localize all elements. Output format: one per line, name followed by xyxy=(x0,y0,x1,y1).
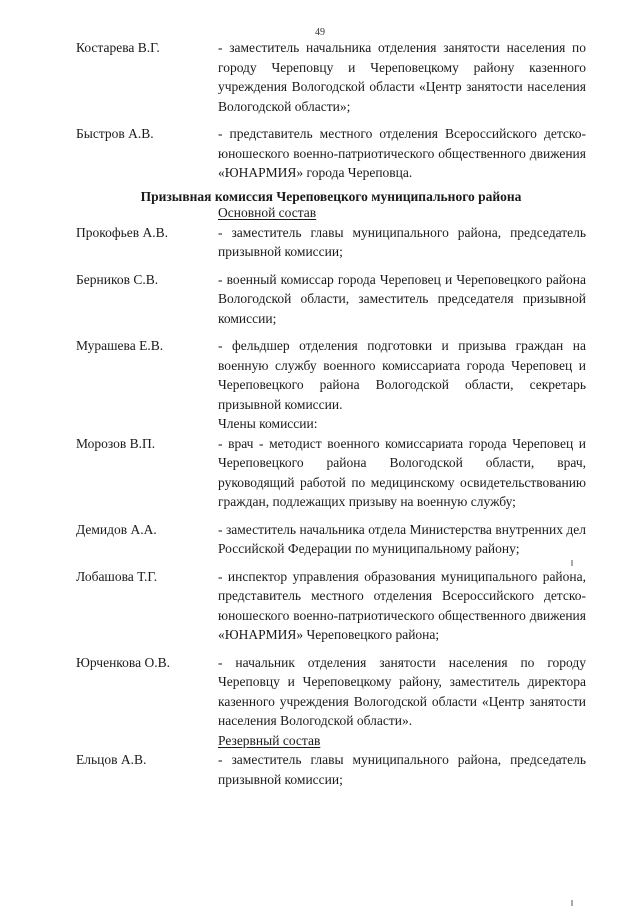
reserve-section-label: Резервный состав xyxy=(218,732,321,748)
person-name: Лобашова Т.Г. xyxy=(76,568,158,584)
main-section-label: Основной состав xyxy=(218,205,317,220)
person-role: - заместитель главы муниципального района, председатель призывной комиссии; xyxy=(218,224,586,259)
list-item xyxy=(76,567,586,645)
person-role: - заместитель главы муниципального района, председатель призывной комиссии; xyxy=(218,752,586,787)
person-role: - представитель местного отделения Всероссийского детско-юношеского военно-патриотического общественного движения «ЮНАРМИЯ» города Череповца. xyxy=(218,126,586,180)
person-role: - заместитель начальника отдела Министерства внутренних дел Российской Федерации по муниципальному району; xyxy=(218,521,586,556)
page-number: 49 xyxy=(315,27,325,38)
person-role: - фельдшер отделения подготовки и призыва граждан на военную службу военного комиссариата города Череповец и Череповецкого района Вологодской области, секретарь призывной комиссии. xyxy=(218,338,586,412)
person-role: - военный комиссар города Череповец и Череповецкого района Вологодской области, заместитель председателя призывной комиссии; xyxy=(218,271,586,326)
person-name: Ельцов А.В. xyxy=(76,752,147,767)
person-name: Мурашева Е.В. xyxy=(76,338,164,353)
list-item xyxy=(76,38,586,116)
list-item xyxy=(76,434,586,512)
person-name: Морозов В.П. xyxy=(76,435,156,451)
document-content xyxy=(76,38,586,797)
list-item xyxy=(76,520,586,559)
list-item xyxy=(76,270,586,329)
person-name: Быстров А.В. xyxy=(76,126,154,141)
members-label: Члены комиссии: xyxy=(218,416,318,431)
scan-mark xyxy=(571,900,573,906)
commission-title: Призывная комиссия Череповецкого муниципального района xyxy=(140,188,522,204)
person-role: - врач - методист военного комиссариата города Череповец и Череповецкого района Вологодской области, врач, руководящий работой по медицинскому освидетельствованию граждан, подлежащих призыву на военную службу; xyxy=(218,435,586,509)
person-role: - заместитель начальника отделения занятости населения по городу Череповцу и Череповецкому району казенного учреждения Вологодской области «Центр занятости населения Вологодской области»; xyxy=(218,40,586,114)
person-name: Прокофьев А.В. xyxy=(76,224,169,240)
list-item xyxy=(76,223,586,262)
scan-mark xyxy=(571,560,573,566)
person-name: Демидов А.А. xyxy=(76,521,157,537)
list-item xyxy=(76,124,586,183)
person-role: - инспектор управления образования муниципального района, представитель местного отделения Всероссийского детско-юношеского военно-патриотического общественного движения «ЮНАРМИЯ» Череповецкого района; xyxy=(218,568,586,642)
person-name: Берников С.В. xyxy=(76,271,159,287)
list-item xyxy=(76,750,586,789)
list-item xyxy=(76,653,586,731)
person-name: Костарева В.Г. xyxy=(76,40,160,55)
person-role: - начальник отделения занятости населения по городу Череповцу и Череповецкому району, заместитель директора казенного учреждения Вологодской области «Центр занятости населения Вологодской области». xyxy=(218,654,586,728)
list-item xyxy=(76,336,586,414)
person-name: Юрченкова О.В. xyxy=(76,654,170,670)
